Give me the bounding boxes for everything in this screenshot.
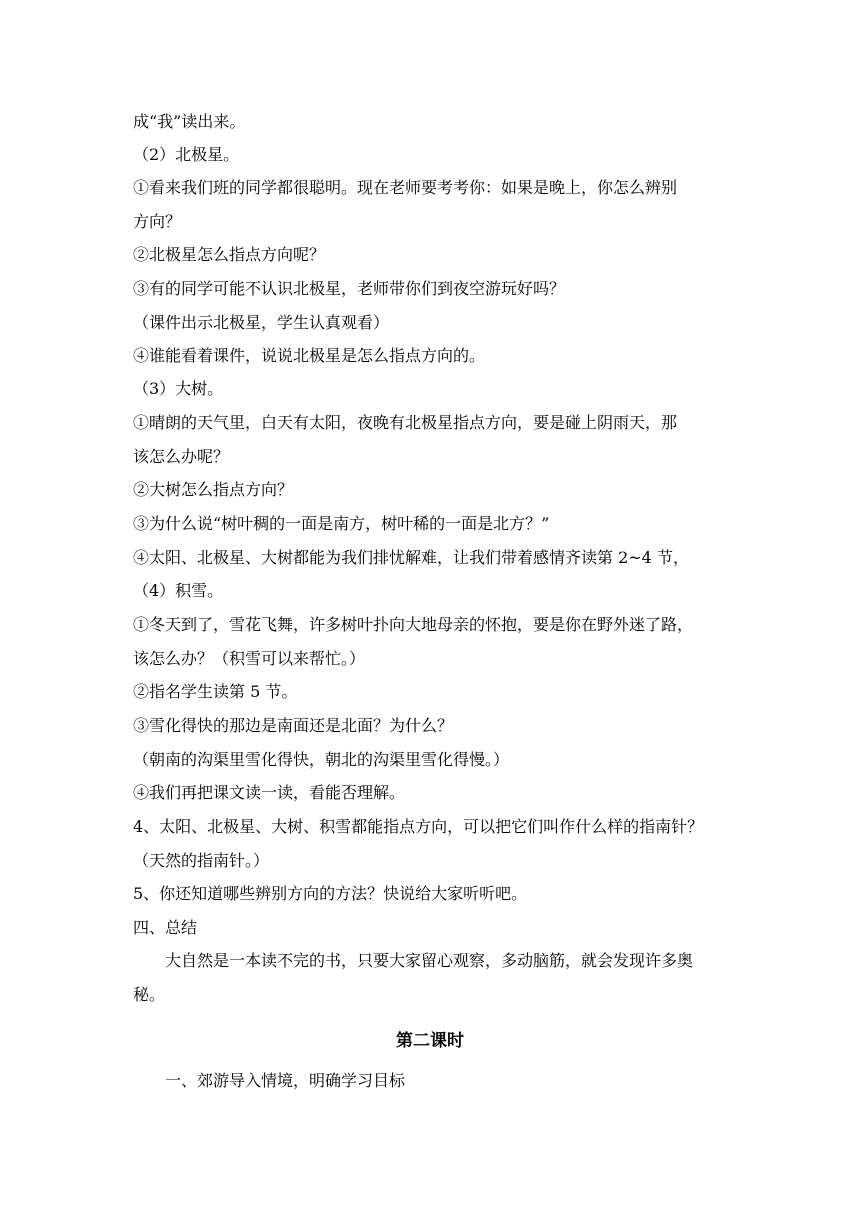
text-line: （天然的指南针。） (133, 851, 270, 870)
text-line: 该怎么办呢？ (133, 447, 230, 466)
text-line: ②北极星怎么指点方向呢？ (133, 245, 326, 264)
text-line: ①看来我们班的同学都很聪明。现在老师要考考你：如果是晚上，你怎么辨别 (133, 178, 678, 197)
text-line: ①晴朗的天气里，白天有太阳，夜晚有北极星指点方向，要是碰上阴雨天，那 (133, 413, 678, 432)
text-line: 5、你还知道哪些辨别方向的方法？快说给大家听听吧。 (133, 884, 528, 903)
text-line: ④我们再把课文读一读，看能否理解。 (133, 783, 406, 802)
section-title: 第二课时 (396, 1031, 464, 1051)
text-line: （2）北极星。 (133, 145, 240, 164)
text-line: （3）大树。 (133, 379, 224, 398)
text-line: ③有的同学可能不认识北极星，老师带你们到夜空游玩好吗？ (133, 279, 566, 298)
text-line: （朝南的沟渠里雪化得快，朝北的沟渠里雪化得慢。） (133, 750, 510, 769)
text-line: ③雪化得快的那边是南面还是北面？为什么？ (133, 716, 454, 735)
text-line: ②大树怎么指点方向？ (133, 480, 294, 499)
text-line: ④谁能看着课件，说说北极星是怎么指点方向的。 (133, 346, 486, 365)
text-line: 四、总结 (133, 918, 198, 937)
text-line: 方向？ (133, 212, 182, 231)
text-line: ③为什么说“树叶稠的一面是南方，树叶稀的一面是北方？” (133, 514, 550, 533)
text-line: （课件出示北极星，学生认真观看） (133, 313, 390, 332)
text-line: ④太阳、北极星、大树都能为我们排忧解难，让我们带着感情齐读第 2~4 节， (133, 548, 689, 567)
text-line: 大自然是一本读不完的书，只要大家留心观察，多动脑筋，就会发现许多奥 (165, 951, 694, 970)
section-intro: 一、郊游导入情境，明确学习目标 (165, 1071, 406, 1090)
text-line: ①冬天到了，雪花飞舞，许多树叶扑向大地母亲的怀抱，要是你在野外迷了路， (133, 615, 694, 634)
text-line: （4）积雪。 (133, 581, 224, 600)
text-line: 该怎么办？（积雪可以来帮忙。） (133, 649, 366, 668)
text-line: 成“我”读出来。 (133, 112, 246, 131)
text-line: 4、太阳、北极星、大树、积雪都能指点方向，可以把它们叫作什么样的指南针？ (133, 817, 704, 836)
text-line: 秘。 (133, 985, 166, 1004)
text-line: ②指名学生读第 5 节。 (133, 682, 298, 701)
